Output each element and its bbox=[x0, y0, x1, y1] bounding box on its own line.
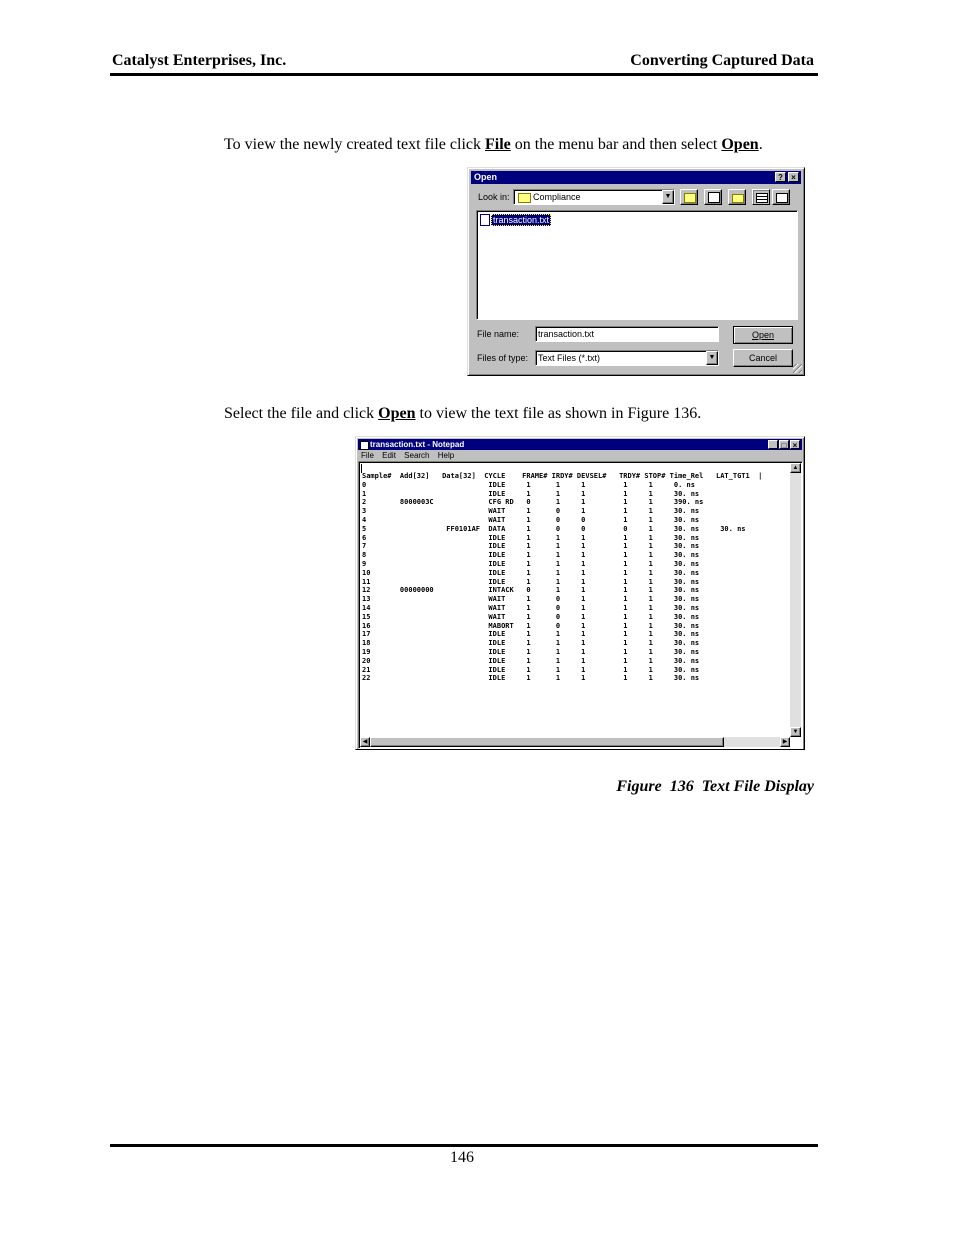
text: to view the text file as shown in Figure 136. bbox=[415, 405, 702, 422]
list-view-icon[interactable] bbox=[752, 189, 770, 205]
header-section: Converting Captured Data bbox=[630, 52, 814, 69]
open-keyword: Open bbox=[721, 136, 759, 153]
file-name-input[interactable] bbox=[535, 326, 719, 342]
text: . bbox=[758, 136, 763, 153]
open-button[interactable] bbox=[733, 326, 793, 344]
menu-search[interactable]: Search bbox=[404, 451, 430, 460]
new-folder-icon[interactable] bbox=[728, 189, 746, 205]
open-button-label: Open bbox=[751, 330, 775, 340]
files-of-type-label: Files of type: bbox=[477, 353, 529, 363]
notepad-titlebar bbox=[358, 439, 802, 450]
close-button[interactable]: × bbox=[788, 172, 799, 182]
details-view-icon[interactable] bbox=[772, 189, 790, 205]
notepad-menubar bbox=[361, 451, 454, 460]
files-of-type-dropdown[interactable] bbox=[535, 350, 719, 366]
scroll-right-icon[interactable]: ▶ bbox=[780, 737, 790, 747]
notepad-icon bbox=[360, 441, 369, 450]
up-folder-icon[interactable] bbox=[680, 189, 698, 205]
chevron-down-icon[interactable]: ▼ bbox=[662, 190, 674, 204]
header-company: Catalyst Enterprises, Inc. bbox=[112, 52, 287, 69]
horizontal-scroll-thumb[interactable] bbox=[370, 737, 724, 747]
text-file-icon bbox=[480, 214, 490, 226]
text-cursor bbox=[361, 464, 362, 473]
open-dialog bbox=[467, 167, 805, 376]
scroll-up-icon[interactable]: ▲ bbox=[790, 463, 801, 473]
chevron-down-icon[interactable]: ▼ bbox=[706, 351, 718, 365]
notepad-content: Sample# Add[32] Data[32] CYCLE FRAME# IRDY# DEVSEL# TRDY# STOP# Time_Rel LAT_TGT1 | 0 IDLE 1 1 1 1 1 0. ns 1 IDLE 1 1 1 1 1 30. ns 2 8000003C CFG RD 0 1 1 1 1 390. ns 3 WAIT 1 0 1 1 1 30. ns 4 WAIT 1 0 0 1 1 30. ns 5 FF0101AF DATA 1 0 0 0 1 30. ns 30. ns 6 IDLE 1 1 1 1 1 30. ns 7 IDLE 1 1 1 1 1 30. ns 8 IDLE 1 1 1 1 1 30. ns 9 IDLE 1 1 1 1 1 30. ns 10 IDLE 1 1 1 1 1 30. ns 11 IDLE 1 1 1 1 1 30. ns 12 00000000 INTACK 0 1 1 1 1 30. ns 13 WAIT 1 0 1 1 1 30. ns 14 WAIT 1 0 1 1 1 30. ns 15 WAIT 1 0 1 1 1 30. ns 16 MABORT 1 0 1 1 1 30. ns 17 IDLE 1 1 1 1 1 30. ns 18 IDLE 1 1 1 1 1 30. ns 19 IDLE 1 1 1 1 1 30. ns 20 IDLE 1 1 1 1 1 30. ns 21 IDLE 1 1 1 1 1 30. ns 22 IDLE 1 1 1 1 1 30. ns bbox=[362, 472, 763, 683]
look-in-dropdown[interactable] bbox=[513, 189, 675, 205]
file-item-name: transaction.txt bbox=[493, 215, 550, 225]
file-list[interactable] bbox=[476, 210, 798, 320]
menu-help[interactable]: Help bbox=[437, 451, 455, 460]
vertical-scrollbar[interactable] bbox=[790, 463, 801, 737]
folder-icon bbox=[518, 193, 531, 203]
close-button[interactable]: × bbox=[790, 440, 800, 449]
instruction-paragraph-1 bbox=[224, 136, 824, 154]
header-rule bbox=[110, 73, 818, 76]
file-keyword-text: File bbox=[485, 136, 511, 153]
text: Select the file and click bbox=[224, 405, 379, 422]
file-name-value: transaction.txt bbox=[538, 329, 595, 339]
menu-file[interactable]: File bbox=[361, 451, 374, 460]
open-keyword: Open bbox=[378, 405, 416, 422]
file-name-label: File name: bbox=[477, 329, 520, 339]
look-in-label: Look in: bbox=[478, 192, 510, 202]
notepad-text-area[interactable] bbox=[358, 461, 803, 749]
open-dialog-title: Open bbox=[474, 172, 498, 182]
text: To view the newly created text file click bbox=[224, 136, 485, 153]
resize-grip-icon[interactable] bbox=[793, 364, 802, 373]
open-dialog-titlebar bbox=[471, 171, 801, 184]
text: on the menu bar and then select bbox=[510, 136, 722, 153]
dialog-toolbar bbox=[680, 189, 792, 205]
help-button[interactable]: ? bbox=[775, 172, 786, 182]
scroll-left-icon[interactable]: ◀ bbox=[360, 737, 370, 747]
footer-rule bbox=[110, 1144, 818, 1147]
figure-caption: Figure 136 Text File Display bbox=[616, 778, 814, 795]
page-number: 146 bbox=[450, 1149, 474, 1166]
files-of-type-value: Text Files (*.txt) bbox=[538, 353, 601, 363]
file-keyword bbox=[485, 136, 511, 153]
minimize-button[interactable]: _ bbox=[768, 440, 778, 449]
horizontal-scrollbar[interactable] bbox=[360, 737, 790, 747]
instruction-paragraph-2 bbox=[224, 405, 824, 423]
scroll-down-icon[interactable]: ▼ bbox=[790, 727, 801, 737]
cancel-button[interactable]: Cancel bbox=[733, 349, 793, 367]
maximize-button[interactable]: □ bbox=[779, 440, 789, 449]
menu-edit[interactable]: Edit bbox=[382, 451, 396, 460]
look-in-value: Compliance bbox=[533, 192, 581, 202]
desktop-icon[interactable] bbox=[704, 189, 722, 205]
notepad-window bbox=[355, 436, 805, 750]
notepad-title: transaction.txt - Notepad bbox=[370, 440, 465, 449]
